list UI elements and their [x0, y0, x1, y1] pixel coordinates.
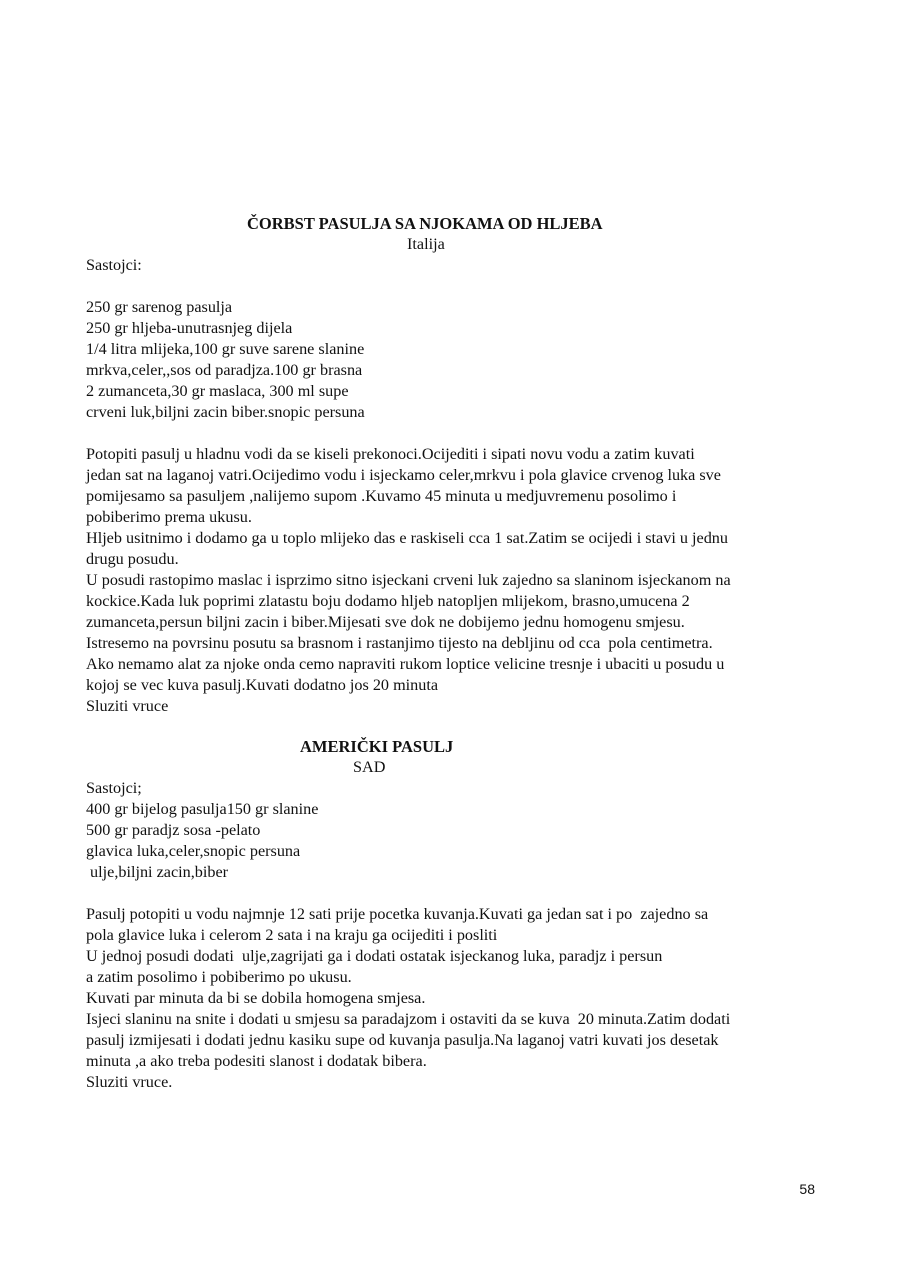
recipe1-title: ČORBST PASULJA SA NJOKAMA OD HLJEBA [247, 214, 603, 233]
ingredient-line: mrkva,celer,,sos od paradjza.100 gr brasna [86, 361, 363, 379]
instruction-line: kockice.Kada luk poprimi zlatastu boju dodamo hljeb natopljen mlijekom, brasno,umucena 2 [86, 592, 690, 610]
instruction-line: Potopiti pasulj u hladnu vodi da se kiseli prekonoci.Ocijediti i sipati novu vodu a zatim kuvati [86, 445, 695, 463]
instruction-line: Hljeb usitnimo i dodamo ga u toplo mlijeko das e raskiseli cca 1 sat.Zatim se ocijedi i stavi u jednu [86, 529, 728, 547]
instruction-line: pasulj izmijesati i dodati jednu kasiku supe od kuvanja pasulja.Na laganoj vatri kuvati jos desetak [86, 1031, 719, 1049]
ingredient-line: 2 zumanceta,30 gr maslaca, 300 ml supe [86, 382, 349, 400]
ingredient-line: 250 gr sarenog pasulja [86, 298, 233, 316]
instruction-line: U jednoj posudi dodati ulje,zagrijati ga i dodati ostatak isjeckanog luka, paradjz i persun [86, 947, 663, 965]
recipe2-title: AMERIČKI PASULJ [300, 737, 454, 756]
instruction-line: Pasulj potopiti u vodu najmnje 12 sati prije pocetka kuvanja.Kuvati ga jedan sat i po zajedno sa [86, 905, 709, 923]
ingredient-line: ulje,biljni zacin,biber [86, 863, 229, 881]
ingredient-line: 250 gr hljeba-unutrasnjeg dijela [86, 319, 293, 337]
ingredient-line: crveni luk,biljni zacin biber.snopic persuna [86, 403, 365, 421]
instruction-line: drugu posudu. [86, 550, 179, 568]
instruction-line: Kuvati par minuta da bi se dobila homogena smjesa. [86, 989, 426, 1007]
instruction-line: pola glavice luka i celerom 2 sata i na kraju ga ocijediti i posliti [86, 926, 498, 944]
recipe2-ingredients-label: Sastojci; [86, 779, 142, 797]
recipe2-origin: SAD [353, 758, 386, 776]
ingredient-line: 500 gr paradjz sosa -pelato [86, 821, 261, 839]
instruction-line: zumanceta,persun biljni zacin i biber.Mijesati sve dok ne dobijemo jednu homogenu smjesu. [86, 613, 685, 631]
instruction-line: kojoj se vec kuva pasulj.Kuvati dodatno jos 20 minuta [86, 676, 439, 694]
page-number: 58 [799, 1181, 815, 1197]
ingredient-line: 400 gr bijelog pasulja150 gr slanine [86, 800, 319, 818]
instruction-line: pomijesamo sa pasuljem ,nalijemo supom .Kuvamo 45 minuta u medjuvremenu posolimo i [86, 487, 677, 505]
instruction-line: a zatim posolimo i pobiberimo po ukusu. [86, 968, 352, 986]
instruction-line: Istresemo na povrsinu posutu sa brasnom i rastanjimo tijesto na debljinu od cca pola centimetra. [86, 634, 713, 652]
ingredient-line: 1/4 litra mlijeka,100 gr suve sarene slanine [86, 340, 365, 358]
instruction-line: Isjeci slaninu na snite i dodati u smjesu sa paradajzom i ostaviti da se kuva 20 minuta.Zatim dodati [86, 1010, 731, 1028]
instruction-line: minuta ,a ako treba podesiti slanost i dodatak bibera. [86, 1052, 427, 1070]
instruction-line: jedan sat na laganoj vatri.Ocijedimo vodu i isjeckamo celer,mrkvu i pola glavice crvenog luka sve [86, 466, 721, 484]
recipe1-ingredients-label: Sastojci: [86, 256, 142, 274]
instruction-line: Ako nemamo alat za njoke onda cemo napraviti rukom loptice velicine tresnje i ubaciti u posudu u [86, 655, 725, 673]
instruction-line: Sluziti vruce. [86, 1073, 173, 1091]
instruction-line: pobiberimo prema ukusu. [86, 508, 252, 526]
ingredient-line: glavica luka,celer,snopic persuna [86, 842, 301, 860]
recipe1-origin: Italija [407, 235, 445, 253]
instruction-line: Sluziti vruce [86, 697, 169, 715]
instruction-line: U posudi rastopimo maslac i isprzimo sitno isjeckani crveni luk zajedno sa slaninom isjeckanom na [86, 571, 731, 589]
